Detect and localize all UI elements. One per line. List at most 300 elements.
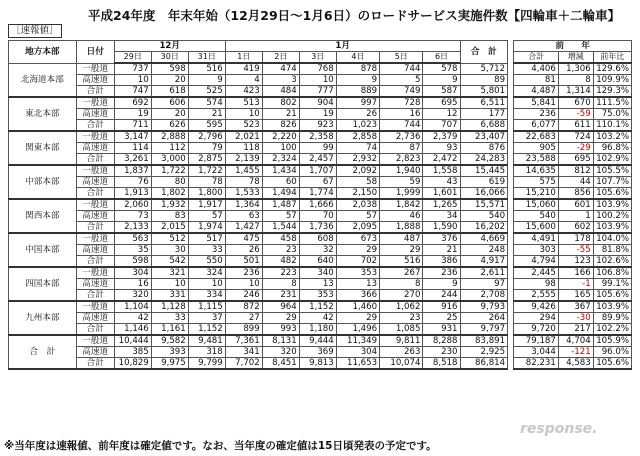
value-cell: 1,364 <box>225 199 262 211</box>
value-cell: 103.9% <box>593 199 631 211</box>
value-cell: -55 <box>558 245 593 256</box>
value-cell: 106.8% <box>593 267 631 279</box>
value-cell: 8 <box>262 279 299 290</box>
value-cell: 270 <box>380 290 423 302</box>
value-cell: 123 <box>558 256 593 268</box>
road-type-label: 一般道 <box>76 267 114 279</box>
value-cell: -59 <box>558 109 593 120</box>
value-cell: 4,669 <box>460 233 508 245</box>
value-cell: 1,932 <box>151 199 188 211</box>
day-header: 2日 <box>262 52 299 64</box>
value-cell: 70 <box>299 211 336 222</box>
value-cell: 1,558 <box>423 165 460 177</box>
value-cell: 118 <box>225 143 262 154</box>
value-cell: 2,021 <box>225 131 262 143</box>
value-cell: 24,283 <box>460 154 508 166</box>
value-cell: 21 <box>262 109 299 120</box>
table-row <box>9 256 632 268</box>
road-type-label: 一般道 <box>76 301 114 313</box>
value-cell: 670 <box>558 97 593 109</box>
value-cell: 78 <box>225 177 262 188</box>
value-cell: 9,426 <box>514 301 558 313</box>
value-cell: 2,708 <box>460 290 508 302</box>
value-cell: 2,324 <box>262 154 299 166</box>
value-cell: 80 <box>151 177 188 188</box>
road-type-label: 高速道 <box>76 177 114 188</box>
value-cell: 10,074 <box>380 358 423 370</box>
value-cell: 3,044 <box>514 347 558 358</box>
value-cell: 1,460 <box>336 301 379 313</box>
table-row <box>9 290 632 302</box>
value-cell: 386 <box>423 256 460 268</box>
value-cell: 32 <box>299 245 336 256</box>
value-cell: 601 <box>558 199 593 211</box>
region-name: 関東本部 <box>9 131 77 165</box>
value-cell: 1,722 <box>151 165 188 177</box>
value-cell: 692 <box>114 97 151 109</box>
value-cell: 516 <box>380 256 423 268</box>
value-cell: 587 <box>423 86 460 98</box>
day-header: 4日 <box>336 52 379 64</box>
region-name: 北海道本部 <box>9 63 77 97</box>
value-cell: 9,799 <box>188 358 225 370</box>
value-cell: 4 <box>225 75 262 86</box>
value-cell: 103.9% <box>593 222 631 234</box>
value-cell: 1,940 <box>380 165 423 177</box>
value-cell: 563 <box>114 233 151 245</box>
table-row <box>9 120 632 132</box>
value-cell: 42 <box>114 313 151 324</box>
value-cell: 9 <box>423 75 460 86</box>
table-row <box>9 324 632 336</box>
table-row <box>9 188 632 200</box>
value-cell: 19 <box>114 109 151 120</box>
value-cell: 324 <box>188 267 225 279</box>
value-cell: 1,913 <box>114 188 151 200</box>
value-cell: 707 <box>423 120 460 132</box>
value-cell: 89.9% <box>593 313 631 324</box>
value-cell: 1,152 <box>188 324 225 336</box>
value-cell: 1,494 <box>262 188 299 200</box>
value-cell: 550 <box>188 256 225 268</box>
value-cell: 626 <box>151 120 188 132</box>
value-cell: 99.1% <box>593 279 631 290</box>
value-cell: 2,796 <box>188 131 225 143</box>
value-cell: 1,974 <box>188 222 225 234</box>
value-cell: 59 <box>380 177 423 188</box>
value-cell: 320 <box>114 290 151 302</box>
value-cell: 5,801 <box>460 86 508 98</box>
value-cell: 82,231 <box>514 358 558 370</box>
value-cell: 598 <box>151 63 188 75</box>
value-cell: 44 <box>558 177 593 188</box>
value-cell: 9,481 <box>188 335 225 347</box>
value-cell: 8 <box>380 279 423 290</box>
table-row <box>9 177 632 188</box>
value-cell: 15,060 <box>514 199 558 211</box>
value-cell: 320 <box>262 347 299 358</box>
value-cell: 542 <box>151 256 188 268</box>
value-cell: 4,917 <box>460 256 508 268</box>
value-cell: 67 <box>299 177 336 188</box>
table-row <box>9 245 632 256</box>
value-cell: 872 <box>225 301 262 313</box>
value-cell: 1,800 <box>188 188 225 200</box>
value-cell: 993 <box>262 324 299 336</box>
value-cell: 79,187 <box>514 335 558 347</box>
value-cell: 1,146 <box>114 324 151 336</box>
value-cell: 100.2% <box>593 211 631 222</box>
value-cell: 1,128 <box>151 301 188 313</box>
header-december: 12月 <box>114 41 225 52</box>
value-cell: 217 <box>558 324 593 336</box>
value-cell: 695 <box>558 154 593 166</box>
value-cell: 103.2% <box>593 131 631 143</box>
value-cell: 916 <box>423 301 460 313</box>
value-cell: -29 <box>558 143 593 154</box>
value-cell: 334 <box>188 290 225 302</box>
value-cell: 964 <box>262 301 299 313</box>
table-row <box>9 335 632 347</box>
value-cell: 23,588 <box>514 154 558 166</box>
value-cell: 3 <box>262 75 299 86</box>
value-cell: 2,139 <box>225 154 262 166</box>
value-cell: 608 <box>299 233 336 245</box>
value-cell: 4,491 <box>514 233 558 245</box>
value-cell: 9,582 <box>151 335 188 347</box>
value-cell: 73 <box>114 211 151 222</box>
value-cell: 83 <box>151 211 188 222</box>
value-cell: 78 <box>188 177 225 188</box>
table-row <box>9 86 632 98</box>
value-cell: 46 <box>380 211 423 222</box>
value-cell: 60 <box>262 177 299 188</box>
value-cell: 231 <box>262 290 299 302</box>
table-row <box>9 267 632 279</box>
table-row <box>9 279 632 290</box>
page-title: 平成24年度 年末年始（12月29日～1月6日）のロードサービス実施件数【四輪車＋二輪車】 <box>88 8 621 23</box>
road-type-label: 高速道 <box>76 75 114 86</box>
value-cell: 19 <box>299 109 336 120</box>
road-type-label: 合計 <box>76 154 114 166</box>
day-header: 5日 <box>380 52 423 64</box>
value-cell: 321 <box>151 267 188 279</box>
value-cell: 294 <box>514 313 558 324</box>
value-cell: 385 <box>114 347 151 358</box>
value-cell: 602 <box>558 222 593 234</box>
value-cell: 10,829 <box>114 358 151 370</box>
value-cell: 1,601 <box>423 188 460 200</box>
value-cell: -1 <box>558 279 593 290</box>
value-cell: 165 <box>558 290 593 302</box>
value-cell: 393 <box>151 347 188 358</box>
value-cell: 11,653 <box>336 358 379 370</box>
value-cell: 96.8% <box>593 143 631 154</box>
value-cell: 7,702 <box>225 358 262 370</box>
region-name: 東北本部 <box>9 97 77 131</box>
value-cell: 103.9% <box>593 301 631 313</box>
value-cell: 4,583 <box>558 358 593 370</box>
table-row <box>9 109 632 120</box>
value-cell: 1,590 <box>423 222 460 234</box>
value-cell: 341 <box>225 347 262 358</box>
value-cell: 9,444 <box>299 335 336 347</box>
day-header: 31日 <box>188 52 225 64</box>
value-cell: 105.6% <box>593 290 631 302</box>
region-name: 関西本部 <box>9 199 77 233</box>
table-row <box>9 233 632 245</box>
value-cell: 517 <box>188 233 225 245</box>
value-cell: 244 <box>423 290 460 302</box>
value-cell: 29 <box>336 245 379 256</box>
value-cell: 14,635 <box>514 165 558 177</box>
value-cell: 2,457 <box>299 154 336 166</box>
value-cell: 86,814 <box>460 358 508 370</box>
table-row <box>9 75 632 86</box>
value-cell: 2,150 <box>336 188 379 200</box>
value-cell: 236 <box>514 109 558 120</box>
value-cell: 2,555 <box>514 290 558 302</box>
road-type-label: 合計 <box>76 120 114 132</box>
value-cell: 2,875 <box>188 154 225 166</box>
value-cell: 747 <box>114 86 151 98</box>
road-type-label: 合計 <box>76 222 114 234</box>
value-cell: 1,837 <box>114 165 151 177</box>
value-cell: 1,496 <box>336 324 379 336</box>
value-cell: 2,220 <box>262 131 299 143</box>
value-cell: 812 <box>558 165 593 177</box>
value-cell: 57 <box>262 211 299 222</box>
value-cell: 744 <box>380 120 423 132</box>
value-cell: 6,688 <box>460 120 508 132</box>
value-cell: 10 <box>299 75 336 86</box>
road-type-label: 高速道 <box>76 347 114 358</box>
road-type-label: 合計 <box>76 256 114 268</box>
value-cell: 109.9% <box>593 75 631 86</box>
value-cell: 353 <box>299 290 336 302</box>
value-cell: 96.0% <box>593 347 631 358</box>
value-cell: -30 <box>558 313 593 324</box>
value-cell: 540 <box>514 211 558 222</box>
header-total: 合 計 <box>460 41 508 64</box>
value-cell: 112 <box>151 143 188 154</box>
value-cell: 20 <box>151 75 188 86</box>
table-row <box>9 165 632 177</box>
value-cell: 376 <box>423 233 460 245</box>
value-cell: 997 <box>336 97 379 109</box>
value-cell: 10 <box>225 109 262 120</box>
value-cell: 37 <box>188 313 225 324</box>
value-cell: 105.6% <box>593 358 631 370</box>
value-cell: 889 <box>336 86 379 98</box>
value-cell: 1,544 <box>262 222 299 234</box>
prev-year-col-header: 前年比 <box>593 52 631 64</box>
road-type-label: 高速道 <box>76 313 114 324</box>
value-cell: 30 <box>151 245 188 256</box>
value-cell: 246 <box>225 290 262 302</box>
value-cell: 598 <box>114 256 151 268</box>
value-cell: 353 <box>336 267 379 279</box>
value-cell: 8,518 <box>423 358 460 370</box>
value-cell: 923 <box>299 120 336 132</box>
value-cell: 2,060 <box>114 199 151 211</box>
value-cell: 304 <box>114 267 151 279</box>
value-cell: 1,917 <box>188 199 225 211</box>
value-cell: 1,434 <box>262 165 299 177</box>
value-cell: 236 <box>423 267 460 279</box>
value-cell: 129.3% <box>593 86 631 98</box>
value-cell: 640 <box>299 256 336 268</box>
value-cell: 9 <box>188 75 225 86</box>
value-cell: 768 <box>299 63 336 75</box>
value-cell: 711 <box>114 120 151 132</box>
value-cell: 22,683 <box>514 131 558 143</box>
footnote: ※当年度は速報値、前年度は確定値です。なお、当年度の確定値は15日頃発表の予定です。 <box>4 440 437 452</box>
value-cell: 4,704 <box>558 335 593 347</box>
region-name: 四国本部 <box>9 267 77 301</box>
value-cell: 2,888 <box>151 131 188 143</box>
value-cell: 79 <box>188 143 225 154</box>
value-cell: 9,797 <box>460 324 508 336</box>
value-cell: 10 <box>151 279 188 290</box>
value-cell: 501 <box>225 256 262 268</box>
value-cell: 93 <box>423 143 460 154</box>
value-cell: 9,720 <box>514 324 558 336</box>
value-cell: 105.9% <box>593 335 631 347</box>
road-type-label: 合計 <box>76 324 114 336</box>
value-cell: 2,038 <box>336 199 379 211</box>
value-cell: 702 <box>336 256 379 268</box>
value-cell: 575 <box>514 177 558 188</box>
response-logo: response. <box>520 421 598 437</box>
value-cell: 9,975 <box>151 358 188 370</box>
value-cell: 4,794 <box>514 256 558 268</box>
region-name: 合 計 <box>9 335 77 369</box>
road-type-label: 高速道 <box>76 143 114 154</box>
road-type-label: 高速道 <box>76 245 114 256</box>
value-cell: 1,427 <box>225 222 262 234</box>
value-cell: 4,406 <box>514 63 558 75</box>
road-type-label: 合計 <box>76 358 114 370</box>
value-cell: 57 <box>188 211 225 222</box>
value-cell: 2,445 <box>514 267 558 279</box>
table-row <box>9 131 632 143</box>
value-cell: 1,455 <box>225 165 262 177</box>
value-cell: 11,349 <box>336 335 379 347</box>
value-cell: 777 <box>299 86 336 98</box>
value-cell: 2,092 <box>336 165 379 177</box>
value-cell: 1,306 <box>558 63 593 75</box>
value-cell: 802 <box>262 97 299 109</box>
value-cell: 673 <box>336 233 379 245</box>
value-cell: 58 <box>336 177 379 188</box>
road-type-label: 一般道 <box>76 335 114 347</box>
value-cell: 744 <box>380 63 423 75</box>
value-cell: 100 <box>262 143 299 154</box>
value-cell: 1,085 <box>380 324 423 336</box>
road-service-table <box>8 40 632 370</box>
value-cell: 5 <box>380 75 423 86</box>
value-cell: 8,131 <box>262 335 299 347</box>
value-cell: 2,095 <box>336 222 379 234</box>
region-name: 中部本部 <box>9 165 77 199</box>
table-row <box>9 211 632 222</box>
value-cell: 1,161 <box>151 324 188 336</box>
value-cell: 7,361 <box>225 335 262 347</box>
value-cell: 905 <box>514 143 558 154</box>
value-cell: 236 <box>225 267 262 279</box>
value-cell: 2,736 <box>380 131 423 143</box>
day-header: 30日 <box>151 52 188 64</box>
value-cell: 419 <box>225 63 262 75</box>
value-cell: 29 <box>380 245 423 256</box>
value-cell: 230 <box>423 347 460 358</box>
road-type-label: 合計 <box>76 188 114 200</box>
value-cell: 98 <box>514 279 558 290</box>
value-cell: 304 <box>336 347 379 358</box>
value-cell: 1,314 <box>558 86 593 98</box>
value-cell: 81 <box>514 75 558 86</box>
region-name: 中国本部 <box>9 233 77 267</box>
value-cell: 4,487 <box>514 86 558 98</box>
value-cell: 899 <box>225 324 262 336</box>
value-cell: 16,066 <box>460 188 508 200</box>
value-cell: 3,261 <box>114 154 151 166</box>
value-cell: 595 <box>188 120 225 132</box>
value-cell: 423 <box>225 86 262 98</box>
value-cell: 516 <box>188 63 225 75</box>
header-date: 日付 <box>76 41 114 64</box>
day-header: 29日 <box>114 52 151 64</box>
day-header: 3日 <box>299 52 336 64</box>
value-cell: 523 <box>225 120 262 132</box>
value-cell: 1,062 <box>380 301 423 313</box>
value-cell: 5,712 <box>460 63 508 75</box>
value-cell: 74 <box>336 143 379 154</box>
value-cell: 177 <box>460 109 508 120</box>
value-cell: 1,265 <box>423 199 460 211</box>
value-cell: 1,707 <box>299 165 336 177</box>
value-cell: 166 <box>558 267 593 279</box>
value-cell: 15,571 <box>460 199 508 211</box>
value-cell: 618 <box>151 86 188 98</box>
preliminary-badge: ［速報値］ <box>8 24 62 38</box>
value-cell: 2,379 <box>423 131 460 143</box>
value-cell: 10 <box>114 75 151 86</box>
value-cell: 2,932 <box>336 154 379 166</box>
value-cell: 16 <box>114 279 151 290</box>
value-cell: 29 <box>336 313 379 324</box>
road-type-label: 一般道 <box>76 97 114 109</box>
value-cell: 487 <box>380 233 423 245</box>
value-cell: 1,842 <box>380 199 423 211</box>
value-cell: 340 <box>299 267 336 279</box>
value-cell: 42 <box>299 313 336 324</box>
value-cell: 63 <box>225 211 262 222</box>
value-cell: 16,202 <box>460 222 508 234</box>
value-cell: 331 <box>151 290 188 302</box>
day-header: 1日 <box>225 52 262 64</box>
value-cell: 1,736 <box>299 222 336 234</box>
road-type-label: 一般道 <box>76 165 114 177</box>
value-cell: 15,600 <box>514 222 558 234</box>
value-cell: 856 <box>558 188 593 200</box>
table-row <box>9 199 632 211</box>
value-cell: 878 <box>336 63 379 75</box>
value-cell: 89 <box>460 75 508 86</box>
value-cell: 26 <box>336 109 379 120</box>
value-cell: 33 <box>188 245 225 256</box>
